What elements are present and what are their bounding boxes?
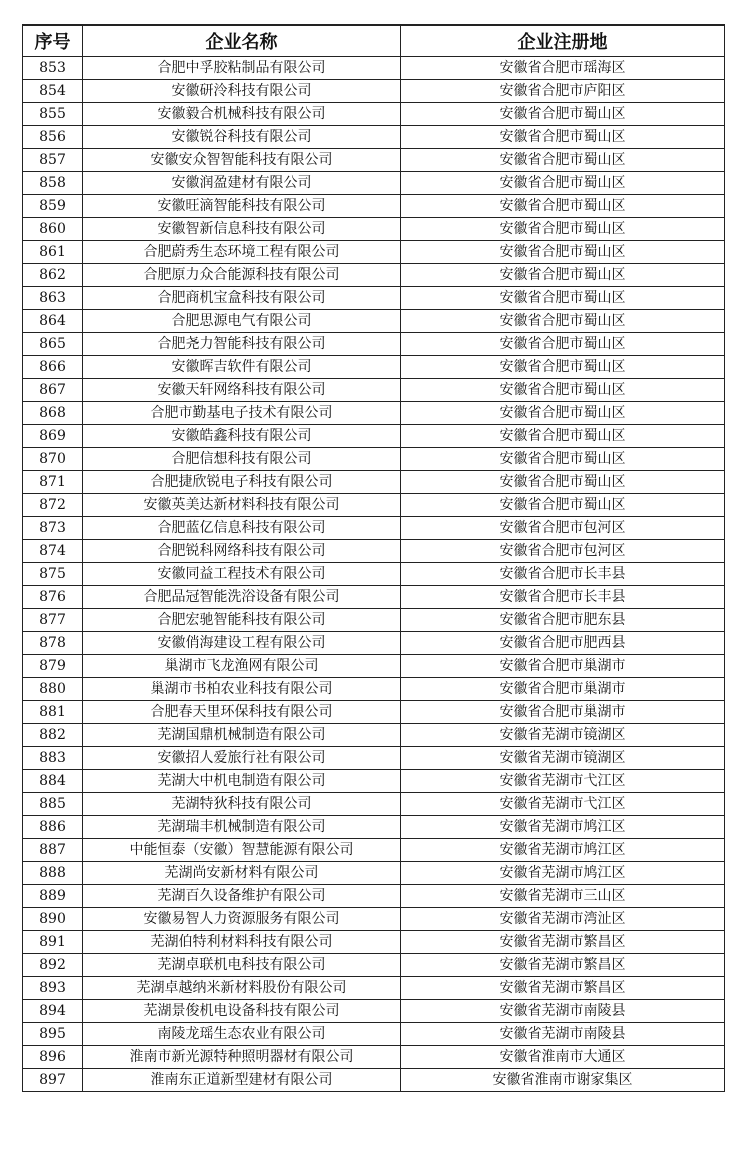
cell-enterprise-name: 安徽易智人力资源服务有限公司: [83, 908, 401, 931]
table-row: [23, 333, 725, 356]
cell-registered-region: 安徽省合肥市蜀山区: [401, 195, 725, 218]
table-row: [23, 471, 725, 494]
table-row: [23, 195, 725, 218]
cell-enterprise-name: 合肥宏驰智能科技有限公司: [83, 609, 401, 632]
cell-registered-region: 安徽省合肥市巢湖市: [401, 655, 725, 678]
cell-number: 868: [23, 402, 83, 425]
table-row: [23, 632, 725, 655]
cell-enterprise-name: 合肥思源电气有限公司: [83, 310, 401, 333]
table-header-row: [23, 25, 725, 57]
table-row: [23, 563, 725, 586]
table-body: [23, 57, 725, 1092]
table-row: [23, 1069, 725, 1092]
table-row: [23, 701, 725, 724]
cell-registered-region: 安徽省合肥市巢湖市: [401, 701, 725, 724]
table-row: [23, 264, 725, 287]
cell-number: 858: [23, 172, 83, 195]
cell-enterprise-name: 合肥尧力智能科技有限公司: [83, 333, 401, 356]
table-row: [23, 103, 725, 126]
cell-enterprise-name: 巢湖市飞龙渔网有限公司: [83, 655, 401, 678]
cell-enterprise-name: 合肥中孚胶粘制品有限公司: [83, 57, 401, 80]
cell-number: 886: [23, 816, 83, 839]
cell-registered-region: 安徽省淮南市大通区: [401, 1046, 725, 1069]
table-row: [23, 816, 725, 839]
enterprise-table: [22, 24, 725, 1092]
cell-registered-region: 安徽省芜湖市南陵县: [401, 1000, 725, 1023]
cell-enterprise-name: 安徽研泠科技有限公司: [83, 80, 401, 103]
cell-registered-region: 安徽省合肥市蜀山区: [401, 149, 725, 172]
cell-registered-region: 安徽省合肥市蜀山区: [401, 425, 725, 448]
cell-number: 877: [23, 609, 83, 632]
cell-number: 897: [23, 1069, 83, 1092]
cell-number: 879: [23, 655, 83, 678]
table-row: [23, 977, 725, 1000]
cell-enterprise-name: 安徽英美达新材料科技有限公司: [83, 494, 401, 517]
cell-registered-region: 安徽省芜湖市繁昌区: [401, 977, 725, 1000]
table-row: [23, 747, 725, 770]
cell-registered-region: 安徽省合肥市蜀山区: [401, 103, 725, 126]
cell-enterprise-name: 南陵龙瑶生态农业有限公司: [83, 1023, 401, 1046]
cell-enterprise-name: 芜湖伯特利材料科技有限公司: [83, 931, 401, 954]
table-row: [23, 609, 725, 632]
table-row: [23, 793, 725, 816]
cell-registered-region: 安徽省芜湖市鸠江区: [401, 862, 725, 885]
cell-enterprise-name: 安徽智新信息科技有限公司: [83, 218, 401, 241]
cell-registered-region: 安徽省合肥市包河区: [401, 540, 725, 563]
cell-number: 896: [23, 1046, 83, 1069]
cell-enterprise-name: 安徽旺滴智能科技有限公司: [83, 195, 401, 218]
cell-number: 889: [23, 885, 83, 908]
cell-enterprise-name: 合肥市勤基电子技术有限公司: [83, 402, 401, 425]
cell-number: 857: [23, 149, 83, 172]
column-header-no: 序号: [23, 25, 83, 57]
cell-number: 867: [23, 379, 83, 402]
cell-number: 894: [23, 1000, 83, 1023]
cell-number: 871: [23, 471, 83, 494]
cell-enterprise-name: 安徽俏海建设工程有限公司: [83, 632, 401, 655]
cell-number: 860: [23, 218, 83, 241]
table-row: [23, 310, 725, 333]
cell-number: 862: [23, 264, 83, 287]
cell-number: 890: [23, 908, 83, 931]
table-row: [23, 356, 725, 379]
cell-enterprise-name: 合肥捷欣锐电子科技有限公司: [83, 471, 401, 494]
cell-registered-region: 安徽省合肥市蜀山区: [401, 402, 725, 425]
cell-registered-region: 安徽省合肥市蜀山区: [401, 264, 725, 287]
cell-enterprise-name: 合肥蓝亿信息科技有限公司: [83, 517, 401, 540]
cell-enterprise-name: 芜湖景俊机电设备科技有限公司: [83, 1000, 401, 1023]
cell-registered-region: 安徽省合肥市长丰县: [401, 586, 725, 609]
cell-registered-region: 安徽省合肥市蜀山区: [401, 448, 725, 471]
cell-registered-region: 安徽省合肥市蜀山区: [401, 218, 725, 241]
table-row: [23, 931, 725, 954]
cell-registered-region: 安徽省芜湖市弋江区: [401, 793, 725, 816]
cell-enterprise-name: 安徽润盈建材有限公司: [83, 172, 401, 195]
table-row: [23, 287, 725, 310]
cell-enterprise-name: 芜湖特狄科技有限公司: [83, 793, 401, 816]
enterprise-list-sheet: [22, 24, 724, 1092]
cell-enterprise-name: 巢湖市书柏农业科技有限公司: [83, 678, 401, 701]
cell-number: 882: [23, 724, 83, 747]
cell-number: 885: [23, 793, 83, 816]
cell-registered-region: 安徽省合肥市肥东县: [401, 609, 725, 632]
table-row: [23, 839, 725, 862]
table-row: [23, 425, 725, 448]
cell-number: 873: [23, 517, 83, 540]
table-row: [23, 586, 725, 609]
table-row: [23, 655, 725, 678]
cell-registered-region: 安徽省芜湖市镜湖区: [401, 724, 725, 747]
cell-number: 874: [23, 540, 83, 563]
cell-enterprise-name: 安徽皓鑫科技有限公司: [83, 425, 401, 448]
cell-number: 856: [23, 126, 83, 149]
table-row: [23, 954, 725, 977]
cell-number: 865: [23, 333, 83, 356]
cell-registered-region: 安徽省芜湖市鸠江区: [401, 839, 725, 862]
cell-registered-region: 安徽省合肥市蜀山区: [401, 241, 725, 264]
cell-registered-region: 安徽省合肥市蜀山区: [401, 310, 725, 333]
cell-registered-region: 安徽省淮南市谢家集区: [401, 1069, 725, 1092]
cell-enterprise-name: 安徽天轩网络科技有限公司: [83, 379, 401, 402]
cell-number: 881: [23, 701, 83, 724]
cell-enterprise-name: 合肥品冠智能洗浴设备有限公司: [83, 586, 401, 609]
cell-number: 870: [23, 448, 83, 471]
cell-enterprise-name: 合肥锐科网络科技有限公司: [83, 540, 401, 563]
table-row: [23, 724, 725, 747]
cell-registered-region: 安徽省芜湖市镜湖区: [401, 747, 725, 770]
cell-number: 891: [23, 931, 83, 954]
table-row: [23, 770, 725, 793]
cell-number: 876: [23, 586, 83, 609]
table-row: [23, 149, 725, 172]
cell-registered-region: 安徽省芜湖市弋江区: [401, 770, 725, 793]
cell-enterprise-name: 安徽晖吉软件有限公司: [83, 356, 401, 379]
cell-enterprise-name: 安徽招人爱旅行社有限公司: [83, 747, 401, 770]
cell-number: 888: [23, 862, 83, 885]
cell-enterprise-name: 芜湖卓联机电科技有限公司: [83, 954, 401, 977]
cell-enterprise-name: 芜湖百久设备维护有限公司: [83, 885, 401, 908]
cell-number: 893: [23, 977, 83, 1000]
cell-enterprise-name: 中能恒泰（安徽）智慧能源有限公司: [83, 839, 401, 862]
cell-number: 859: [23, 195, 83, 218]
cell-enterprise-name: 芜湖国鼎机械制造有限公司: [83, 724, 401, 747]
cell-registered-region: 安徽省合肥市瑶海区: [401, 57, 725, 80]
cell-number: 892: [23, 954, 83, 977]
cell-number: 895: [23, 1023, 83, 1046]
cell-enterprise-name: 芜湖大中机电制造有限公司: [83, 770, 401, 793]
cell-enterprise-name: 安徽毅合机械科技有限公司: [83, 103, 401, 126]
table-row: [23, 494, 725, 517]
cell-number: 855: [23, 103, 83, 126]
cell-registered-region: 安徽省合肥市巢湖市: [401, 678, 725, 701]
cell-registered-region: 安徽省芜湖市湾沚区: [401, 908, 725, 931]
cell-enterprise-name: 合肥春天里环保科技有限公司: [83, 701, 401, 724]
table-row: [23, 540, 725, 563]
cell-registered-region: 安徽省合肥市蜀山区: [401, 126, 725, 149]
table-row: [23, 908, 725, 931]
cell-registered-region: 安徽省合肥市蜀山区: [401, 471, 725, 494]
cell-number: 880: [23, 678, 83, 701]
table-row: [23, 448, 725, 471]
cell-enterprise-name: 安徽锐谷科技有限公司: [83, 126, 401, 149]
cell-number: 883: [23, 747, 83, 770]
table-row: [23, 1000, 725, 1023]
cell-enterprise-name: 芜湖卓越纳米新材料股份有限公司: [83, 977, 401, 1000]
table-row: [23, 517, 725, 540]
cell-enterprise-name: 芜湖尚安新材料有限公司: [83, 862, 401, 885]
cell-registered-region: 安徽省芜湖市繁昌区: [401, 931, 725, 954]
cell-enterprise-name: 合肥商机宝盒科技有限公司: [83, 287, 401, 310]
table-row: [23, 172, 725, 195]
cell-enterprise-name: 合肥信想科技有限公司: [83, 448, 401, 471]
table-row: [23, 1023, 725, 1046]
column-header-name: 企业名称: [83, 25, 401, 57]
cell-number: 872: [23, 494, 83, 517]
cell-registered-region: 安徽省合肥市庐阳区: [401, 80, 725, 103]
table-row: [23, 126, 725, 149]
cell-enterprise-name: 安徽同益工程技术有限公司: [83, 563, 401, 586]
table-row: [23, 1046, 725, 1069]
cell-number: 866: [23, 356, 83, 379]
table-row: [23, 862, 725, 885]
cell-number: 864: [23, 310, 83, 333]
table-row: [23, 678, 725, 701]
column-header-region: 企业注册地: [401, 25, 725, 57]
cell-enterprise-name: 合肥原力众合能源科技有限公司: [83, 264, 401, 287]
cell-registered-region: 安徽省合肥市蜀山区: [401, 287, 725, 310]
cell-registered-region: 安徽省合肥市蜀山区: [401, 333, 725, 356]
cell-registered-region: 安徽省合肥市蜀山区: [401, 494, 725, 517]
cell-enterprise-name: 安徽安众智智能科技有限公司: [83, 149, 401, 172]
cell-number: 878: [23, 632, 83, 655]
table-row: [23, 241, 725, 264]
table-row: [23, 402, 725, 425]
cell-registered-region: 安徽省合肥市包河区: [401, 517, 725, 540]
cell-number: 884: [23, 770, 83, 793]
cell-enterprise-name: 芜湖瑞丰机械制造有限公司: [83, 816, 401, 839]
cell-registered-region: 安徽省芜湖市南陵县: [401, 1023, 725, 1046]
cell-number: 853: [23, 57, 83, 80]
cell-number: 861: [23, 241, 83, 264]
table-row: [23, 57, 725, 80]
table-row: [23, 885, 725, 908]
cell-number: 854: [23, 80, 83, 103]
cell-registered-region: 安徽省合肥市长丰县: [401, 563, 725, 586]
cell-enterprise-name: 合肥蔚秀生态环境工程有限公司: [83, 241, 401, 264]
table-row: [23, 379, 725, 402]
cell-registered-region: 安徽省芜湖市繁昌区: [401, 954, 725, 977]
table-row: [23, 80, 725, 103]
cell-enterprise-name: 淮南东正道新型建材有限公司: [83, 1069, 401, 1092]
cell-enterprise-name: 淮南市新光源特种照明器材有限公司: [83, 1046, 401, 1069]
cell-registered-region: 安徽省芜湖市三山区: [401, 885, 725, 908]
cell-number: 869: [23, 425, 83, 448]
cell-number: 863: [23, 287, 83, 310]
cell-registered-region: 安徽省合肥市蜀山区: [401, 379, 725, 402]
cell-registered-region: 安徽省合肥市蜀山区: [401, 172, 725, 195]
cell-registered-region: 安徽省合肥市肥西县: [401, 632, 725, 655]
cell-registered-region: 安徽省芜湖市鸠江区: [401, 816, 725, 839]
cell-number: 875: [23, 563, 83, 586]
cell-registered-region: 安徽省合肥市蜀山区: [401, 356, 725, 379]
cell-number: 887: [23, 839, 83, 862]
table-row: [23, 218, 725, 241]
